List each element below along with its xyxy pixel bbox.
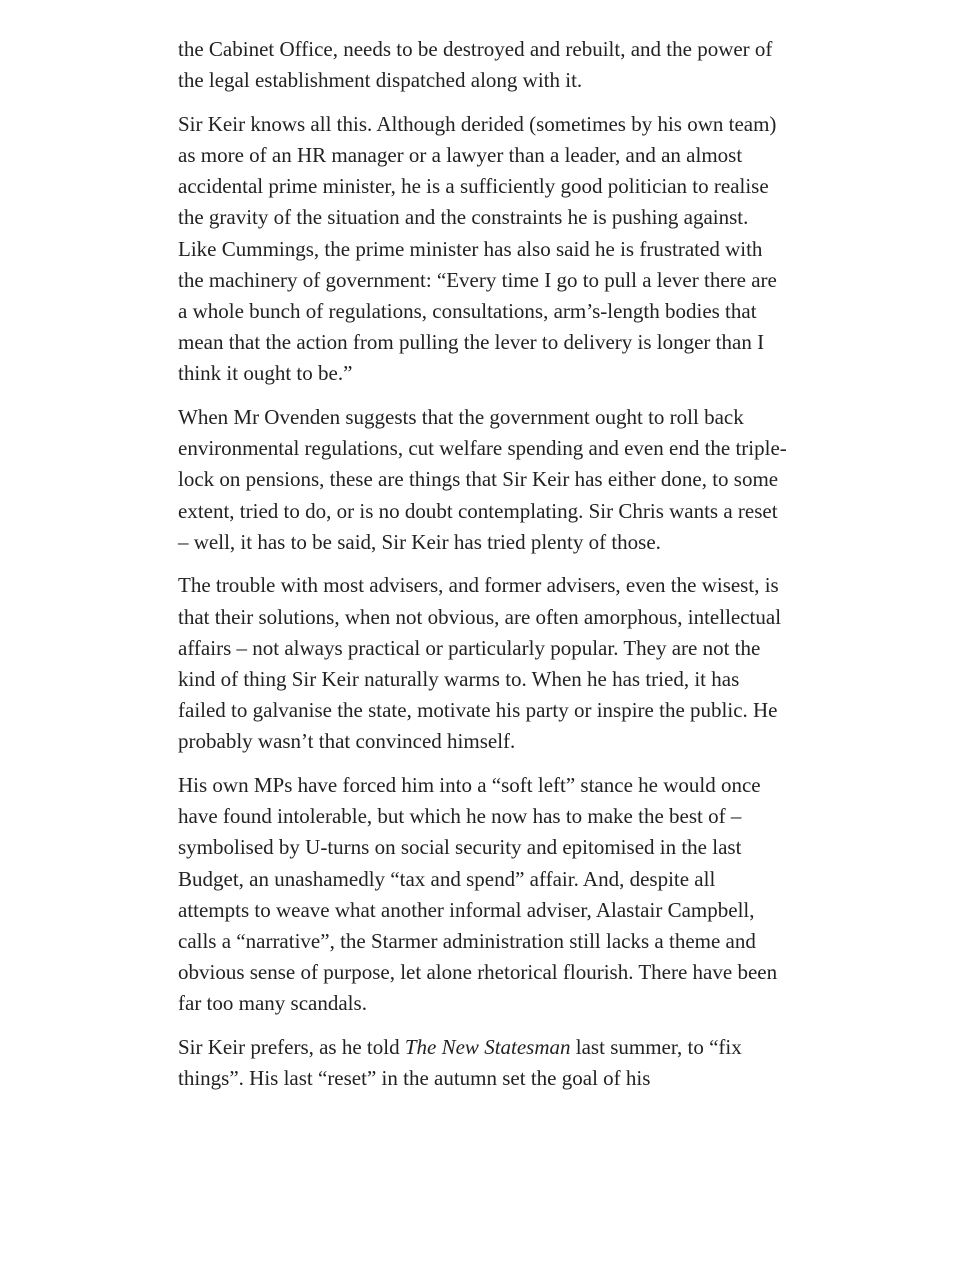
paragraph-text: Sir Keir prefers, as he told [178, 1035, 405, 1060]
paragraph: When Mr Ovenden suggests that the government ought to roll back environmental regulations, cut welfare spending and even end the triple-lock on pensions, these are things that Sir Keir has either done, to some extent, tried to do, or is no doubt contemplating. Sir Chris wants a reset – well, it has to be said, Sir Keir has tried plenty of those. [178, 405, 787, 554]
paragraph: Sir Keir knows all this. Although derided (sometimes by his own team) as more of an HR manager or a lawyer than a leader, and an almost accidental prime minister, he is a sufficiently good politician to realise the gravity of the situation and the constraints he is pushing against. Like Cummings, the prime minister has also said he is frustrated with the machinery of government: “Every time I go to pull a lever there are a whole bunch of regulations, consultations, arm’s-length bodies that mean that the action from pulling the lever to delivery is longer than I think it ought to be.” [178, 111, 777, 386]
article-body [178, 34, 788, 1107]
paragraph [178, 1032, 788, 1094]
paragraph: His own MPs have forced him into a “soft left” stance he would once have found intolerable, but which he now has to make the best of – symbolised by U-turns on social security and epitomised in the last Budget, an unashamedly “tax and spend” affair. And, despite all attempts to weave what another informal adviser, Alastair Campbell, calls a “narrative”, the Starmer administration still lacks a theme and obvious sense of purpose, let alone rhetorical flourish. There have been far too many scandals. [178, 773, 778, 1016]
paragraph: The trouble with most advisers, and former advisers, even the wisest, is that their solutions, when not obvious, are often amorphous, intellectual affairs – not always practical or particularly popular. They are not the kind of thing Sir Keir naturally warms to. When he has tried, it has failed to galvanise the state, motivate his party or inspire the public. He probably wasn’t that convinced himself. [178, 573, 782, 754]
publication-name: The New Statesman [404, 1035, 571, 1060]
paragraph-text: last summer, to “fix things”. His last “reset” in the autumn set the goal of his [178, 1035, 742, 1091]
paragraph: the Cabinet Office, needs to be destroyed and rebuilt, and the power of the legal establishment dispatched along with it. [178, 37, 773, 93]
